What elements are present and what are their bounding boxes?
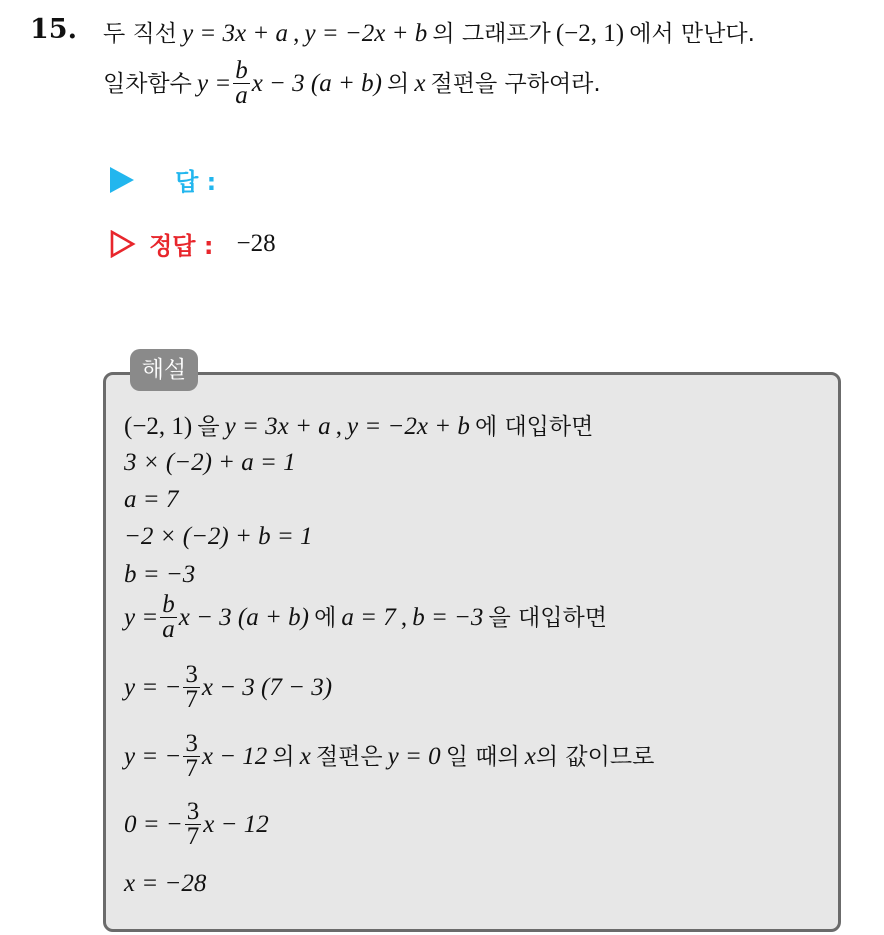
- explanation-line-5: b = −3: [124, 561, 196, 588]
- outline-triangle-icon: [110, 230, 136, 258]
- expression: x − 3 (a + b): [178, 604, 309, 631]
- comma: ,: [400, 604, 408, 631]
- fraction-denominator: a: [162, 616, 175, 643]
- question-number: 15.: [30, 14, 77, 45]
- text: 의: [272, 744, 295, 770]
- text: 일 때의: [445, 744, 520, 770]
- fraction-denominator: 7: [185, 686, 198, 713]
- expression: x − 12: [203, 811, 269, 838]
- q-text: 일차함수: [103, 71, 192, 97]
- equation: a = 7: [341, 604, 396, 631]
- lhs: y = −: [124, 674, 182, 701]
- q-comma: ,: [293, 20, 300, 47]
- lhs: y =: [124, 604, 159, 631]
- explanation-line-10: x = −28: [124, 870, 207, 897]
- q-text: 의 그래프가: [432, 21, 551, 47]
- q-lhs: y =: [196, 70, 232, 97]
- equation: y = 0: [387, 743, 441, 770]
- explanation-line-6: [124, 591, 607, 645]
- q-variable: x: [414, 70, 426, 97]
- comma: ,: [335, 413, 342, 440]
- q-text: 절편을 구하여라.: [430, 71, 601, 97]
- explanation-line-8: [124, 730, 655, 784]
- equation: y = 3x + a: [224, 413, 331, 440]
- correct-answer-row: [110, 226, 276, 261]
- point: (−2, 1): [124, 413, 193, 440]
- fraction-numerator: 3: [185, 661, 198, 688]
- question-line-2: [103, 57, 601, 111]
- fraction: [185, 800, 202, 849]
- fraction-numerator: 3: [185, 730, 198, 757]
- correct-answer-value: −28: [236, 229, 276, 257]
- q-fraction: [233, 59, 250, 108]
- explanation-line-7: [124, 661, 333, 715]
- explanation-tab: 해설: [130, 349, 198, 391]
- expression: x − 12: [201, 743, 268, 770]
- explanation-line-1: [124, 408, 593, 441]
- fraction-numerator: 3: [186, 798, 200, 825]
- fraction-denominator: 7: [186, 823, 200, 850]
- fraction: [183, 663, 200, 712]
- fraction: [160, 593, 177, 642]
- equation: y = −2x + b: [347, 413, 470, 440]
- equation: b = −3: [412, 604, 484, 631]
- text: 에: [314, 605, 337, 631]
- fraction-numerator: b: [162, 591, 175, 618]
- q-text: 에서 만난다.: [629, 21, 755, 47]
- explanation-line-3: a = 7: [124, 486, 179, 513]
- filled-triangle-icon: [110, 167, 134, 193]
- q-point: (−2, 1): [555, 20, 625, 47]
- q-equation-1: y = 3x + a: [182, 20, 288, 47]
- correct-answer-label: 정답 :: [149, 232, 214, 260]
- fraction: [183, 732, 200, 781]
- answer-label: 답 :: [175, 168, 217, 196]
- q-expression: x − 3 (a + b): [251, 70, 382, 97]
- text: 을 대입하면: [488, 605, 607, 631]
- variable: x: [524, 743, 536, 770]
- answer-row: [110, 162, 216, 197]
- question-line-1: [103, 15, 755, 48]
- q-equation-2: y = −2x + b: [304, 20, 428, 47]
- q-text: 의: [387, 71, 410, 97]
- fraction-numerator: b: [235, 57, 248, 84]
- lhs: y = −: [124, 743, 182, 770]
- explanation-line-2: 3 × (−2) + a = 1: [124, 449, 296, 476]
- variable: x: [299, 743, 311, 770]
- fraction-denominator: 7: [185, 755, 198, 782]
- explanation-line-4: −2 × (−2) + b = 1: [124, 523, 313, 550]
- q-text: 두 직선: [103, 21, 177, 47]
- fraction-denominator: a: [235, 82, 248, 109]
- expression: x − 3 (7 − 3): [201, 674, 333, 701]
- lhs: 0 = −: [124, 811, 183, 838]
- text: 에 대입하면: [474, 414, 594, 440]
- text: 을: [197, 414, 220, 440]
- text: 절편은: [315, 744, 383, 770]
- explanation-line-9: [124, 798, 269, 852]
- text: 의 값이므로: [535, 744, 655, 770]
